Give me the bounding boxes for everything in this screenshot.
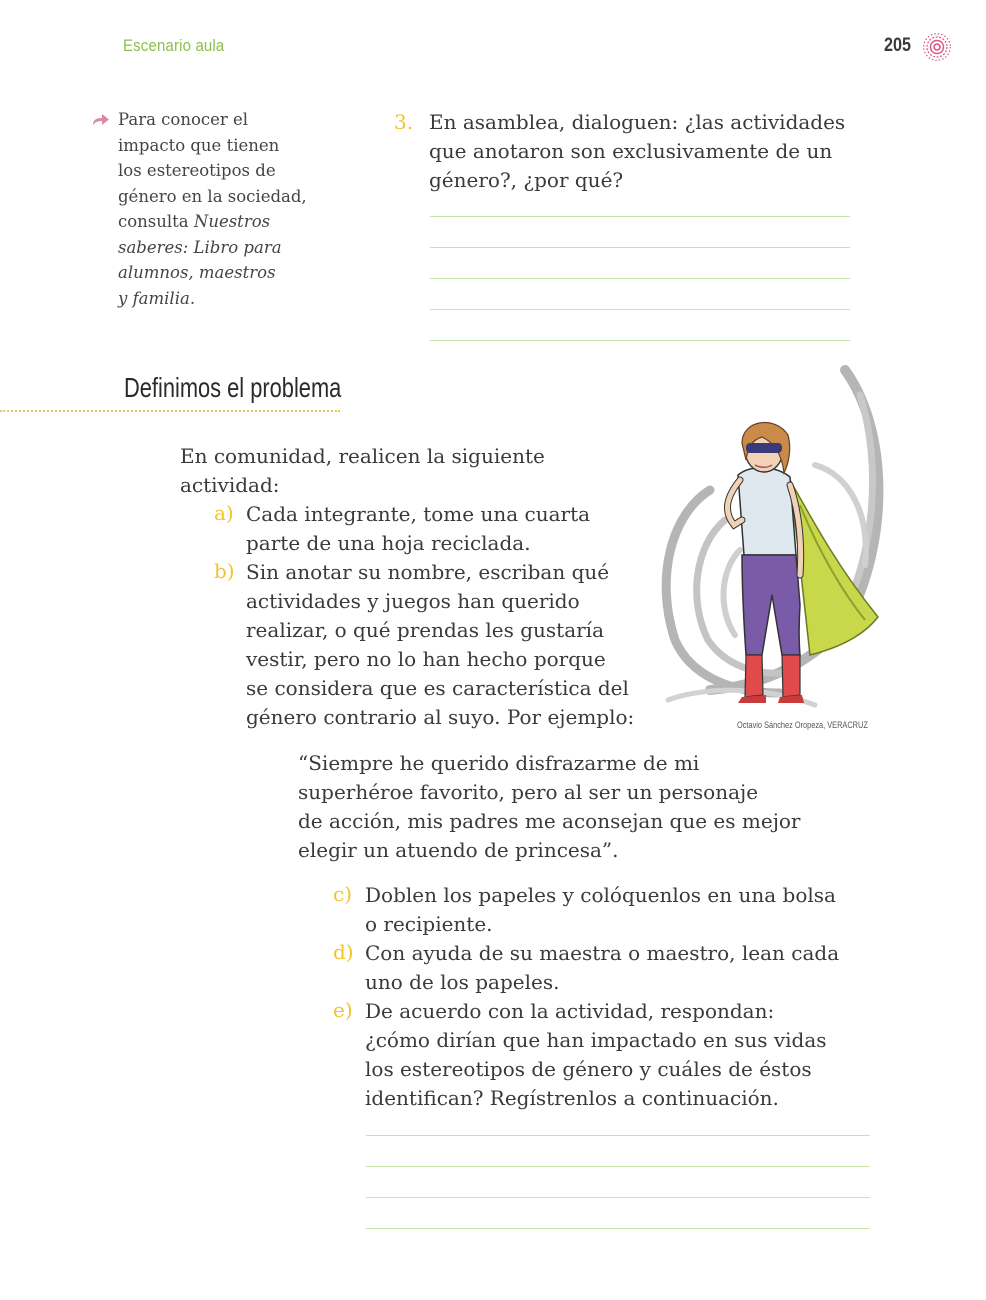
intro-line: actividad: xyxy=(180,473,280,497)
side-note-line: género en la sociedad, xyxy=(118,186,307,206)
item-text xyxy=(246,500,590,558)
page-number: 205 xyxy=(884,35,911,56)
question-number: 3. xyxy=(394,110,414,134)
item-text xyxy=(365,881,836,939)
item-line: realizar, o qué prendas les gustaría xyxy=(246,618,604,642)
item-text xyxy=(365,997,827,1113)
intro-text xyxy=(180,442,545,500)
side-note-period: . xyxy=(189,288,196,308)
answer-line[interactable] xyxy=(366,1135,870,1136)
intro-line: En comunidad, realicen la siguiente xyxy=(180,444,545,468)
item-line: vestir, pero no lo han hecho porque xyxy=(246,647,606,671)
item-line: los estereotipos de género y cuáles de éstos xyxy=(365,1057,812,1081)
section-title: Definimos el problema xyxy=(124,372,342,403)
quote-line: de acción, mis padres me aconsejan que es mejor xyxy=(298,809,801,833)
answer-line[interactable] xyxy=(366,1166,870,1167)
item-letter: a) xyxy=(214,501,234,525)
item-letter: d) xyxy=(333,940,354,964)
item-line: ¿cómo dirían que han impactado en sus vidas xyxy=(365,1028,827,1052)
section-divider xyxy=(0,410,340,412)
answer-line[interactable] xyxy=(366,1228,870,1229)
item-line: De acuerdo con la actividad, respondan: xyxy=(365,999,775,1023)
question-text xyxy=(429,108,869,195)
item-line: Doblen los papeles y colóquenlos en una bolsa xyxy=(365,883,836,907)
running-header: Escenario aula xyxy=(123,36,225,55)
book-title-part: y familia xyxy=(118,288,190,308)
side-note-line-5 xyxy=(118,209,328,235)
pointer-arrow-icon xyxy=(92,113,110,127)
item-letter: c) xyxy=(333,882,353,906)
item-line: Sin anotar su nombre, escriban qué xyxy=(246,560,610,584)
quote-line: superhéroe favorito, pero al ser un personaje xyxy=(298,780,759,804)
book-title-part: alumnos, maestros xyxy=(118,263,276,282)
side-note xyxy=(118,107,328,311)
example-quote xyxy=(298,749,801,865)
illustration-credit: Octavio Sánchez Oropeza, VERACRUZ xyxy=(737,720,868,730)
answer-line[interactable] xyxy=(430,216,850,217)
item-text xyxy=(246,558,634,732)
side-note-line: Para conocer el xyxy=(118,110,249,129)
side-note-line-8 xyxy=(118,286,328,312)
side-note-line: los estereotipos de xyxy=(118,161,276,180)
item-line: actividades y juegos han querido xyxy=(246,589,580,613)
side-note-consulta: consulta xyxy=(118,212,189,231)
question-line: que anotaron son exclusivamente de un xyxy=(429,139,833,163)
item-line: se considera que es característica del xyxy=(246,676,629,700)
item-line: género contrario al suyo. Por ejemplo: xyxy=(246,705,635,729)
answer-line[interactable] xyxy=(430,247,850,248)
superhero-illustration xyxy=(650,355,890,730)
item-line: uno de los papeles. xyxy=(365,970,560,994)
book-title-part: saberes: Libro para xyxy=(118,237,282,257)
answer-line[interactable] xyxy=(430,309,850,310)
spiral-sun-icon xyxy=(922,32,952,62)
question-line: género?, ¿por qué? xyxy=(429,168,624,192)
item-letter: b) xyxy=(214,559,235,583)
question-line: En asamblea, dialoguen: ¿las actividades xyxy=(429,110,846,134)
item-text xyxy=(365,939,839,997)
quote-line: “Siempre he querido disfrazarme de mi xyxy=(298,751,700,775)
answer-line[interactable] xyxy=(430,278,850,279)
side-note-line: impacto que tienen xyxy=(118,135,280,155)
item-line: Con ayuda de su maestra o maestro, lean cada xyxy=(365,941,840,965)
item-line: o recipiente. xyxy=(365,912,493,936)
item-line: Cada integrante, tome una cuarta xyxy=(246,502,591,526)
answer-line[interactable] xyxy=(366,1197,870,1198)
item-line: parte de una hoja reciclada. xyxy=(246,531,531,555)
book-title-part: Nuestros xyxy=(193,212,271,231)
answer-line[interactable] xyxy=(430,340,850,341)
item-letter: e) xyxy=(333,998,353,1022)
quote-line: elegir un atuendo de princesa”. xyxy=(298,838,619,862)
item-line: identifican? Regístrenlos a continuación. xyxy=(365,1086,779,1110)
